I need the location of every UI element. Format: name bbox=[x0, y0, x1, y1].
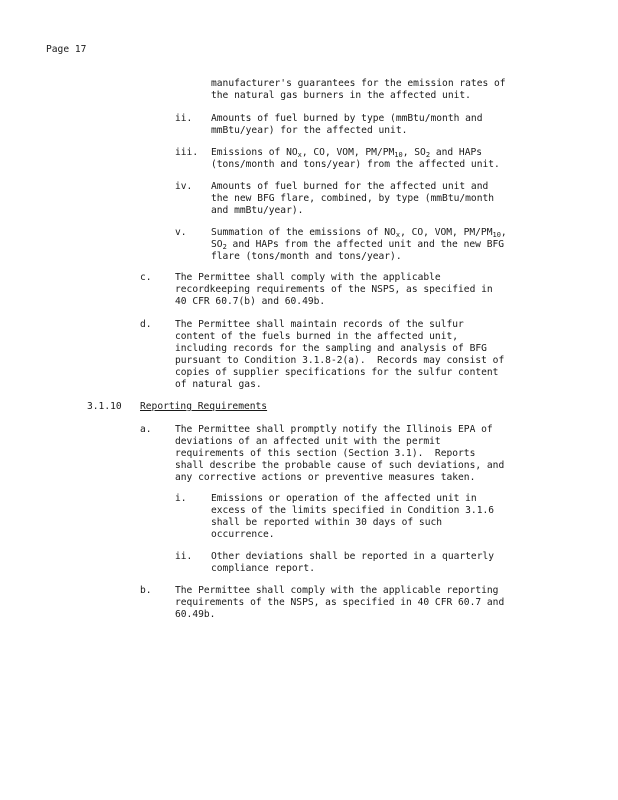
item-text-line: 60.49b. bbox=[175, 609, 216, 620]
item-text-line: 40 CFR 60.7(b) and 60.49b. bbox=[175, 296, 326, 307]
item-text-line: any corrective actions or preventive measures taken. bbox=[175, 472, 476, 483]
item-text-line: requirements of the NSPS, as specified in 40 CFR 60.7 and bbox=[175, 597, 505, 608]
item-label: a. bbox=[140, 424, 152, 435]
section-title: Reporting Requirements bbox=[140, 401, 268, 412]
item-text-line: The Permittee shall maintain records of the sulfur bbox=[175, 319, 464, 330]
item-text-line: The Permittee shall promptly notify the Illinois EPA of bbox=[175, 424, 493, 435]
item-text-line: Amounts of fuel burned by type (mmBtu/month and bbox=[211, 113, 483, 124]
item-label: c. bbox=[140, 272, 152, 283]
item-text-line: The Permittee shall comply with the applicable bbox=[175, 272, 441, 283]
item-label: iii. bbox=[175, 147, 199, 158]
item-label: b. bbox=[140, 585, 152, 596]
item-label: ii. bbox=[175, 551, 193, 562]
continuation-line: manufacturer's guarantees for the emission rates of bbox=[211, 78, 506, 89]
item-text-line: mmBtu/year) for the affected unit. bbox=[211, 125, 408, 136]
page-number: Page 17 bbox=[46, 44, 87, 55]
item-text-line: excess of the limits specified in Condition 3.1.6 bbox=[211, 505, 495, 516]
item-text-line: Emissions or operation of the affected unit in bbox=[211, 493, 477, 504]
item-text-line: copies of supplier specifications for the sulfur content bbox=[175, 367, 499, 378]
continuation-line: the natural gas burners in the affected unit. bbox=[211, 90, 471, 101]
item-text-line: including records for the sampling and analysis of BFG bbox=[175, 343, 487, 354]
item-label: ii. bbox=[175, 113, 193, 124]
item-text-line: of natural gas. bbox=[175, 379, 262, 390]
item-text-line: $SO_2$ and HAPs from the affected unit and the new BFG bbox=[211, 239, 505, 251]
item-label: i. bbox=[175, 493, 187, 504]
item-text-line: content of the fuels burned in the affected unit, bbox=[175, 331, 459, 342]
item-text-line: (tons/month and tons/year) from the affected unit. bbox=[211, 159, 500, 170]
item-text-line: Emissions of $NO_x$, CO, VOM, $PM/PM_{10}$, $SO_2$ and HAPs bbox=[211, 147, 483, 159]
item-text-line: The Permittee shall comply with the applicable reporting bbox=[175, 585, 499, 596]
item-text-line: and mmBtu/year). bbox=[211, 205, 304, 216]
item-text-line: shall describe the probable cause of such deviations, and bbox=[175, 460, 505, 471]
item-text-line: pursuant to Condition 3.1.8-2(a). Records may consist of bbox=[175, 355, 505, 366]
item-text-line: compliance report. bbox=[211, 563, 315, 574]
item-text-line: Other deviations shall be reported in a quarterly bbox=[211, 551, 495, 562]
item-text-line: flare (tons/month and tons/year). bbox=[211, 251, 402, 262]
item-text-line: the new BFG flare, combined, by type (mmBtu/month bbox=[211, 193, 495, 204]
item-text-line: recordkeeping requirements of the NSPS, as specified in bbox=[175, 284, 493, 295]
item-text-line: Summation of the emissions of $NO_x$, CO, VOM, $PM/PM_{10}$, bbox=[211, 227, 507, 239]
item-label: d. bbox=[140, 319, 152, 330]
item-text-line: occurrence. bbox=[211, 529, 275, 540]
item-text-line: shall be reported within 30 days of such bbox=[211, 517, 443, 528]
item-label: iv. bbox=[175, 181, 193, 192]
item-text-line: deviations of an affected unit with the permit bbox=[175, 436, 441, 447]
item-text-line: Amounts of fuel burned for the affected unit and bbox=[211, 181, 489, 192]
item-text-line: requirements of this section (Section 3.1). Reports bbox=[175, 448, 476, 459]
section-number: 3.1.10 bbox=[87, 401, 122, 412]
item-label: v. bbox=[175, 227, 187, 238]
